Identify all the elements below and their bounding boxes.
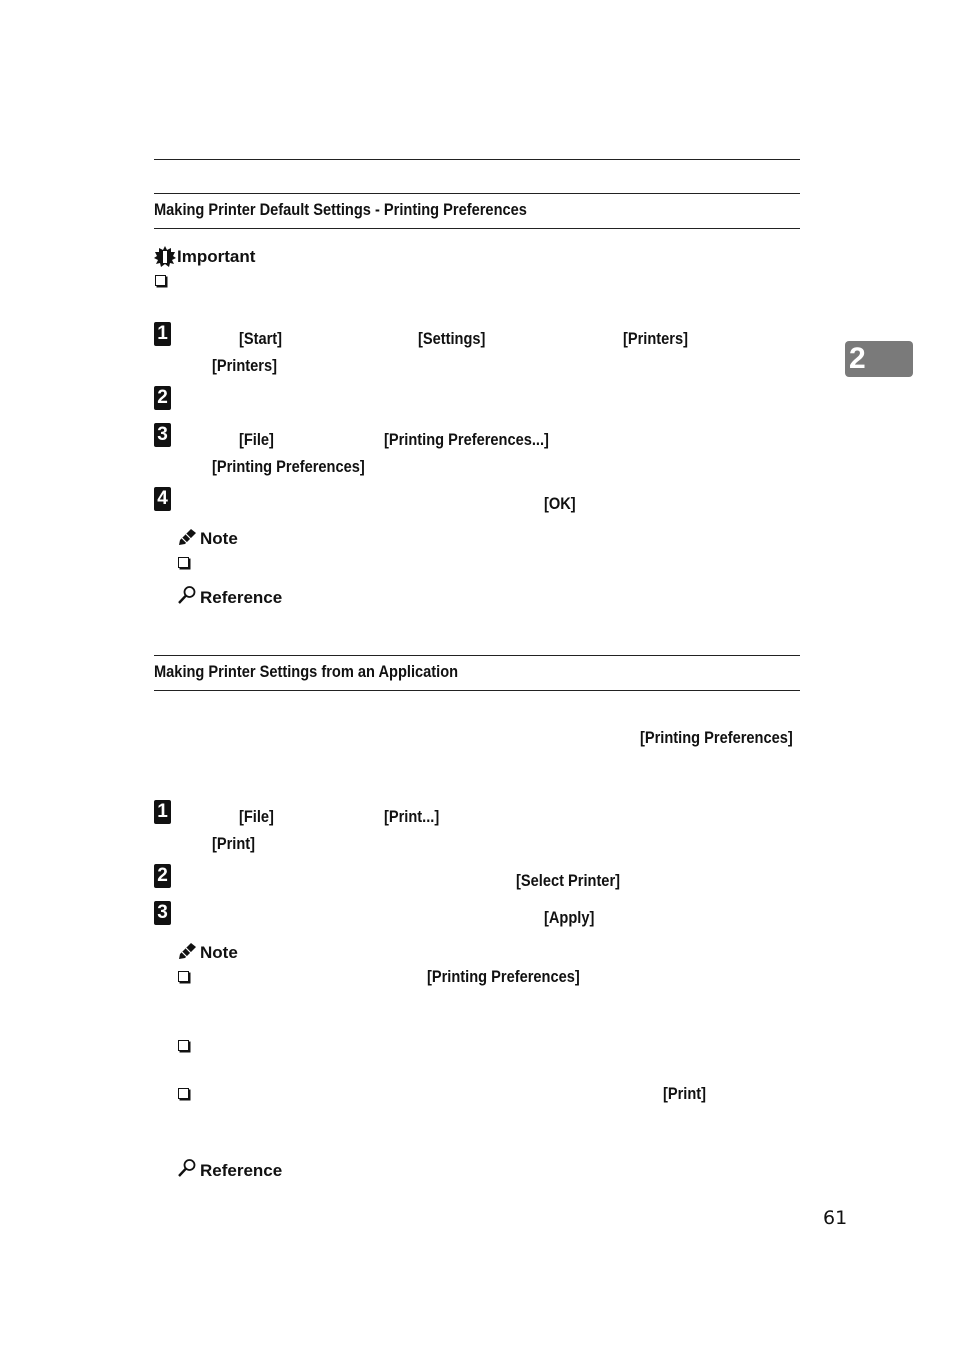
note-pencil-icon — [177, 942, 197, 960]
chapter-tab: 2 — [845, 341, 913, 377]
s1-step3-key-printing-preferences: [Printing Preferences] — [212, 457, 365, 476]
important-checkbox-bullet — [155, 275, 166, 286]
section1-top-rule — [154, 193, 800, 194]
section2-title: Making Printer Settings from an Application — [154, 662, 459, 681]
reference-magnifier-icon — [177, 1158, 197, 1178]
s1-step3-key-printing-preferences-menu: [Printing Preferences...] — [384, 430, 549, 449]
s2-step-1-number: 1 — [154, 800, 171, 824]
s1-step-3-number: 3 — [154, 423, 171, 447]
s1-reference-label: Reference — [200, 588, 283, 607]
s1-step-1-number: 1 — [154, 322, 171, 346]
s2-step3-key-apply: [Apply] — [544, 908, 595, 927]
reference-magnifier-icon — [177, 585, 197, 605]
note-pencil-icon — [177, 528, 197, 546]
s2-step1-key-print-menu: [Print...] — [384, 807, 440, 826]
s2-note-key-print: [Print] — [663, 1084, 707, 1103]
s2-note-checkbox-bullet-2 — [178, 1040, 189, 1051]
s2-note-label: Note — [200, 943, 238, 962]
s2-step1-key-file: [File] — [239, 807, 274, 826]
important-label: Important — [177, 247, 256, 266]
page-number: 61 — [823, 1207, 848, 1229]
s1-step1-key-printers: [Printers] — [623, 329, 688, 348]
s1-step1-key-start: [Start] — [239, 329, 283, 348]
s1-note-label: Note — [200, 529, 238, 548]
s2-step-3-number: 3 — [154, 901, 171, 925]
s2-note-key-printing-preferences: [Printing Preferences] — [427, 967, 580, 986]
s1-step1-key-settings: [Settings] — [418, 329, 486, 348]
s1-note-checkbox-bullet — [178, 557, 189, 568]
s1-step-2-number: 2 — [154, 386, 171, 410]
s2-note-checkbox-bullet-3 — [178, 1088, 189, 1099]
section1-bottom-rule — [154, 228, 800, 229]
s2-intro-key-printing-preferences: [Printing Preferences] — [640, 728, 793, 747]
section2-top-rule — [154, 655, 800, 656]
s2-step-2-number: 2 — [154, 864, 171, 888]
s2-note-checkbox-bullet-1 — [178, 971, 189, 982]
s1-step-4-number: 4 — [154, 487, 171, 511]
s2-reference-label: Reference — [200, 1161, 283, 1180]
section1-title: Making Printer Default Settings - Printing Preferences — [154, 200, 527, 219]
s1-step4-key-ok: [OK] — [544, 494, 576, 513]
section2-bottom-rule — [154, 690, 800, 691]
s1-step3-key-file: [File] — [239, 430, 274, 449]
s2-step1-key-print: [Print] — [212, 834, 256, 853]
important-icon — [154, 246, 176, 268]
s2-step2-key-select-printer: [Select Printer] — [516, 871, 621, 890]
header-rule — [154, 159, 800, 160]
s1-step1-key-printers-2: [Printers] — [212, 356, 277, 375]
